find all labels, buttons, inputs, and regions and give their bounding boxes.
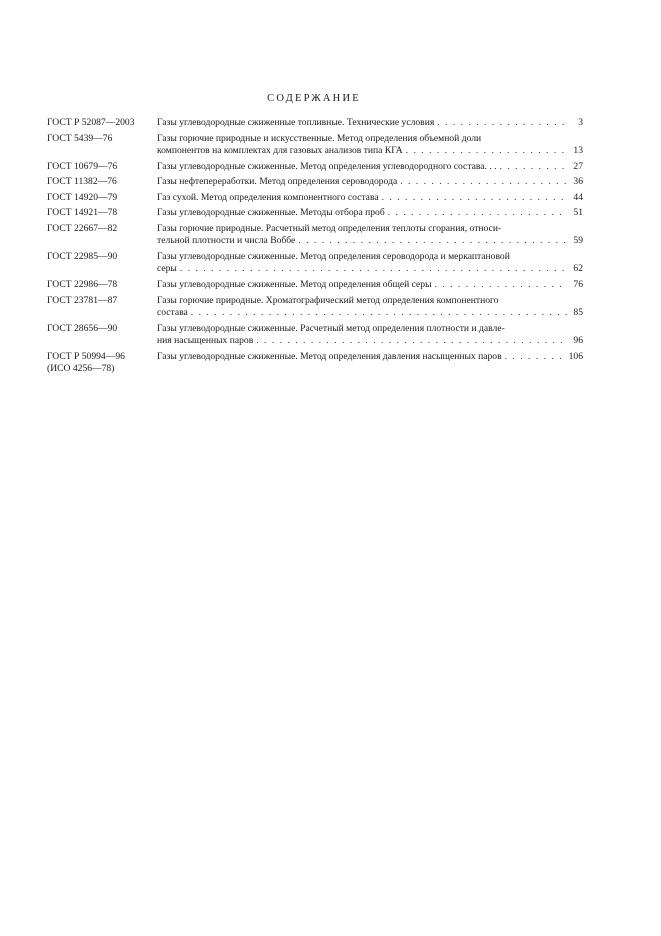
page-number: 36 [573,176,583,188]
toc-entry [47,295,583,320]
standard-code-line: ГОСТ Р 50994—96 [47,350,125,362]
entry-title-line: состава [157,306,188,318]
entry-title-line: Газы углеводородные сжиженные. Метод определения сероводорода и меркаптановой [157,250,510,262]
page-number: 62 [573,263,583,275]
dot-leader [385,207,567,219]
entry-title [157,351,583,363]
entry-title [157,295,583,320]
entry-title-last-line [157,176,583,188]
toc-title: СОДЕРЖАНИЕ [267,93,361,104]
toc-entry [47,117,583,129]
dot-leader [188,307,567,319]
standard-code-line: ГОСТ 14921—78 [47,207,118,219]
standard-code [47,207,157,219]
toc-entry [47,279,583,291]
entry-title [157,176,583,188]
entry-title-line: серы [157,263,177,275]
entry-title-line: Газы углеводородные сжиженные. Методы отбора проб [157,207,385,219]
dot-leader [497,161,567,173]
entry-title-last-line [157,161,583,173]
standard-code-line: ГОСТ 22667—82 [47,222,118,234]
standard-code-line: (ИСО 4256—78) [47,362,115,374]
entry-title-last-line [157,307,583,319]
entry-title-line: Газы горючие природные. Расчетный метод определения теплоты сгорания, относи- [157,222,502,234]
entry-title-last-line [157,235,583,247]
toc-entry [47,192,583,204]
entry-title-line: Газы углеводородные сжиженные. Метод определения давления насыщенных паров [157,350,502,362]
standard-code [47,176,157,188]
toc-entry [47,161,583,173]
standard-code [47,251,157,263]
entry-title-last-line [157,279,583,291]
page-number: 51 [573,207,583,219]
toc-list [47,117,583,379]
toc-entry [47,323,583,348]
standard-code [47,161,157,173]
entry-title [157,207,583,219]
standard-code [47,117,157,129]
standard-code-line: ГОСТ 22986—78 [47,278,118,290]
entry-title-line: Газы углеводородные сжиженные. Расчетный метод определения плотности и давле- [157,322,505,334]
standard-code [47,323,157,335]
standard-code [47,133,157,145]
standard-code [47,192,157,204]
dot-leader [434,117,567,129]
entry-title-last-line [157,351,583,363]
standard-code-line: ГОСТ Р 52087—2003 [47,117,135,128]
entry-title-last-line [157,263,583,275]
entry-title [157,279,583,291]
dot-leader [177,263,567,275]
page-number: 44 [573,191,583,203]
entry-title [157,323,583,348]
toc-entry [47,133,583,158]
entry-title [157,192,583,204]
toc-entry [47,207,583,219]
dot-leader [379,192,567,204]
dot-leader [432,279,567,291]
entry-title-line: Газы углеводородные сжиженные. Метод определения углеводородного состава. . . [157,160,497,172]
page-number: 96 [573,334,583,346]
standard-code-line: ГОСТ 11382—76 [47,176,117,188]
toc-entry [47,176,583,188]
page-number: 59 [573,235,583,247]
page-number: 3 [578,117,583,128]
standard-code-line: ГОСТ 23781—87 [47,294,118,306]
entry-title [157,223,583,248]
toc-entry [47,351,583,376]
page-number: 106 [568,350,583,362]
entry-title-line: Газы углеводородные сжиженные. Метод определения общей серы [157,278,432,290]
entry-title [157,117,583,129]
standard-code [47,351,157,376]
page-number: 27 [573,160,583,172]
page-number: 85 [573,306,583,318]
entry-title-last-line [157,117,583,129]
entry-title-line: Газ сухой. Метод определения компонентного состава [157,191,379,203]
entry-title-last-line [157,145,583,157]
standard-code [47,279,157,291]
toc-entry [47,251,583,276]
dot-leader [295,235,567,247]
standard-code-line: ГОСТ 5439—76 [47,132,113,144]
entry-title-last-line [157,335,583,347]
standard-code [47,295,157,307]
dot-leader [502,351,567,363]
entry-title [157,251,583,276]
entry-title-last-line [157,207,583,219]
entry-title-last-line [157,192,583,204]
entry-title [157,161,583,173]
dot-leader [397,176,567,188]
entry-title-line: Газы нефтепереработки. Метод определения сероводорода [157,176,398,188]
standard-code-line: ГОСТ 14920—79 [47,191,118,203]
page-number: 13 [573,145,583,156]
standard-code-line: ГОСТ 22985—90 [47,250,118,262]
standard-code-line: ГОСТ 10679—76 [47,160,118,172]
entry-title-line: Газы углеводородные сжиженные топливные. Технические условия [157,117,435,128]
entry-title-line: ния насыщенных паров [157,334,254,346]
entry-title [157,133,583,158]
entry-title-line: тельной плотности и числа Воббе [157,235,296,247]
standard-code [47,223,157,235]
page-number: 76 [573,278,583,290]
toc-entry [47,223,583,248]
standard-code-line: ГОСТ 28656—90 [47,322,118,334]
dot-leader [253,335,567,347]
entry-title-line: Газы горючие природные. Хроматографический метод определения компонентного [157,294,499,306]
entry-title-line: компонентов на комплектах для газовых анализов типа КГА [157,145,403,156]
dot-leader [403,145,567,157]
entry-title-line: Газы горючие природные и искусственные. Метод определения объемной доли [157,132,482,144]
